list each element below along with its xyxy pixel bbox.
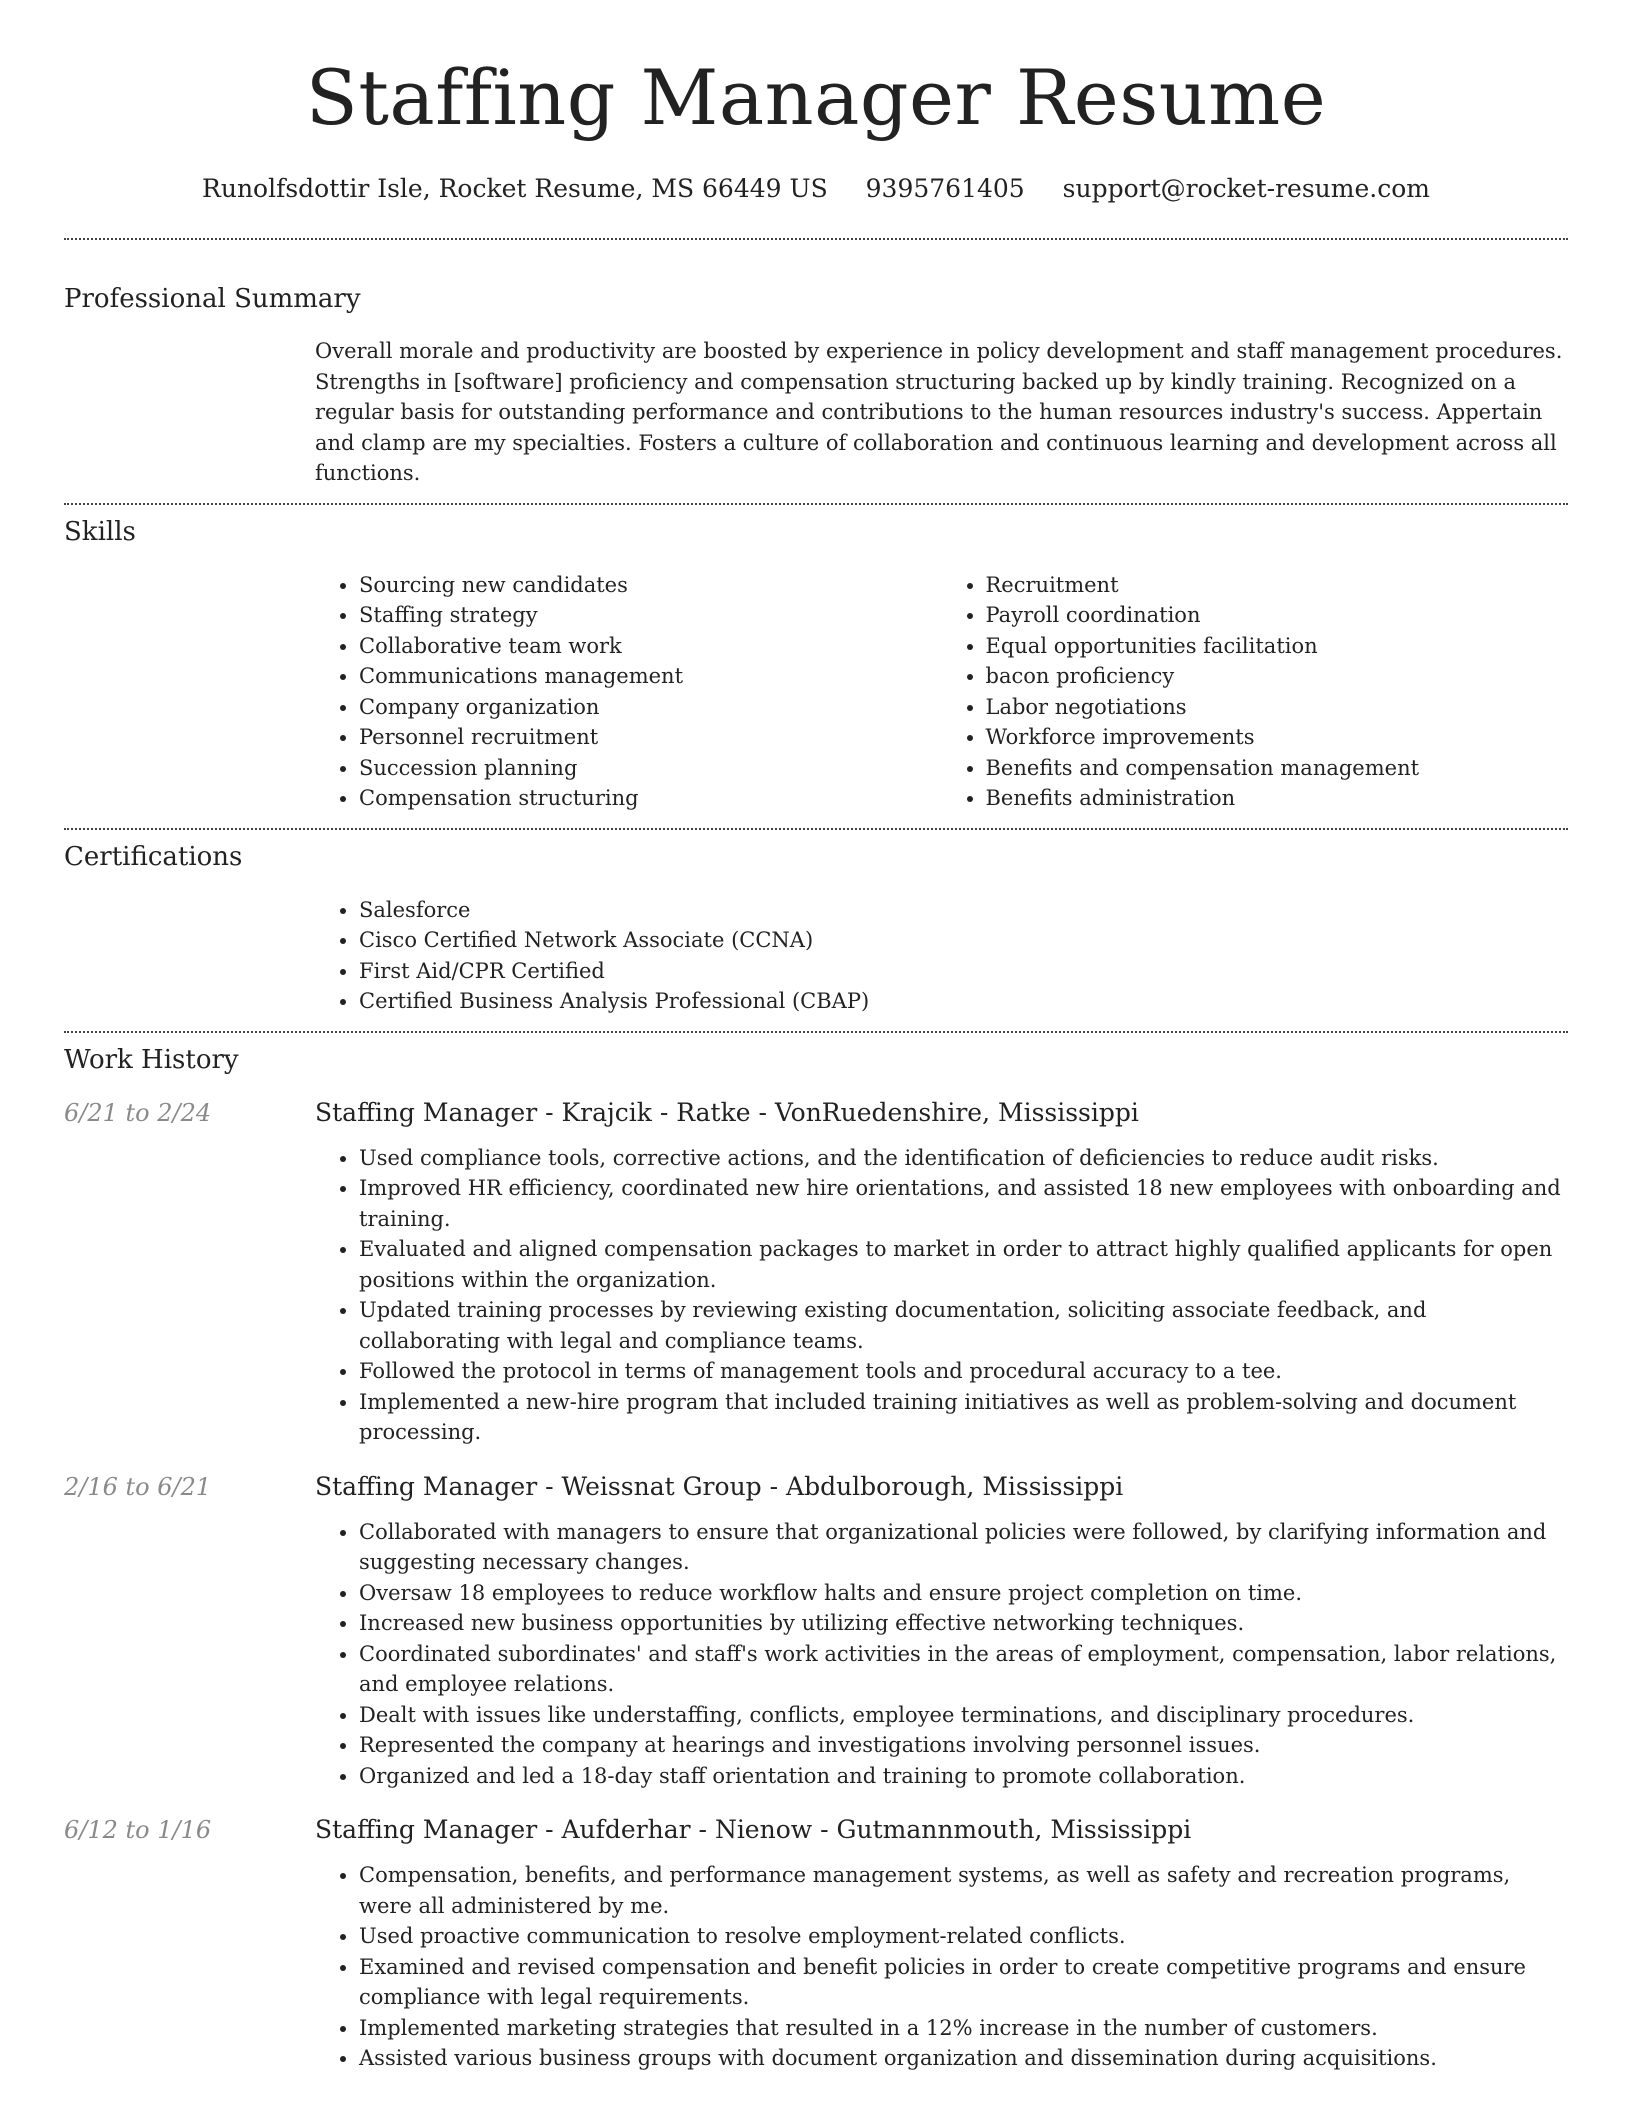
job-bullet: • Followed the protocol in terms of management tools and procedural accuracy to a tee. (359, 1356, 1568, 1387)
job-bullet: • Collaborated with managers to ensure that organizational policies were followed, by clarifying information and suggesting necessary changes. (359, 1517, 1568, 1578)
certifications-list (315, 895, 1568, 1017)
work-history-heading: Work History (64, 1044, 239, 1075)
job-title: Staffing Manager - Weissnat Group - Abdulborough, Mississippi (315, 1471, 1124, 1501)
skill-item: • Labor negotiations (986, 692, 1569, 723)
contact-phone: 9395761405 (865, 174, 1025, 203)
certifications-heading: Certifications (64, 841, 243, 872)
work-history-section (64, 1044, 1568, 2074)
job-dates: 6/21 to 2/24 (64, 1098, 212, 1127)
job-details (315, 1860, 1568, 2074)
summary-text: Overall morale and productivity are boosted by experience in policy development and staff management procedures. Strengths in [software] proficiency and compensation structuring backed up by kindly training. Recognized on a regular basis for outstanding performance and contributions to the human resources industry's success. Appertain and clamp are my specialties. Fosters a culture of collaboration and continuous learning and development across all functions. (315, 339, 1563, 485)
job-bullet: • Evaluated and aligned compensation packages to market in order to attract highly qualified applicants for open positions within the organization. (359, 1234, 1568, 1295)
job-bullet: • Implemented a new-hire program that included training initiatives as well as problem-solving and document processing. (359, 1387, 1568, 1448)
job-bullets (315, 1517, 1568, 1792)
contact-line (64, 174, 1568, 204)
skill-item: • Communications management (359, 661, 942, 692)
skill-item: • Recruitment (986, 570, 1569, 601)
certification-item: • Certified Business Analysis Professional (CBAP) (359, 986, 1568, 1017)
skills-list-left (315, 570, 942, 814)
resume-page (64, 0, 1568, 2074)
contact-address: Runolfsdottir Isle, Rocket Resume, MS 66449 US (202, 174, 828, 203)
job-bullet: • Represented the company at hearings and investigations involving personnel issues. (359, 1730, 1568, 1761)
skill-item: • Personnel recruitment (359, 722, 942, 753)
job-title: Staffing Manager - Aufderhar - Nienow - Gutmannmouth, Mississippi (315, 1815, 1192, 1844)
divider (64, 503, 1568, 505)
job-bullet: • Coordinated subordinates' and staff's work activities in the areas of employment, compensation, labor relations, and employee relations. (359, 1639, 1568, 1700)
skill-item: • bacon proficiency (986, 661, 1569, 692)
certifications-content (315, 895, 1568, 1017)
job-bullet: • Compensation, benefits, and performance management systems, as well as safety and recreation programs, were all administered by me. (359, 1860, 1568, 1921)
job-details (315, 1517, 1568, 1792)
job-bullet: • Assisted various business groups with document organization and dissemination during acquisitions. (359, 2043, 1568, 2074)
job-entry (64, 1469, 1568, 1792)
job-bullet: • Increased new business opportunities by utilizing effective networking techniques. (359, 1608, 1568, 1639)
skill-item: • Collaborative team work (359, 631, 942, 662)
summary-heading: Professional Summary (64, 284, 361, 314)
skill-item: • Compensation structuring (359, 783, 942, 814)
job-bullet: • Improved HR efficiency, coordinated new hire orientations, and assisted 18 new employees with onboarding and training. (359, 1173, 1568, 1234)
divider (64, 1031, 1568, 1033)
job-details (315, 1143, 1568, 1448)
certification-item: • First Aid/CPR Certified (359, 956, 1568, 987)
certifications-section (64, 841, 1568, 1017)
skill-item: • Payroll coordination (986, 600, 1569, 631)
job-bullets (315, 1860, 1568, 2074)
skill-item: • Staffing strategy (359, 600, 942, 631)
skill-item: • Benefits and compensation management (986, 753, 1569, 784)
certification-item: • Salesforce (359, 895, 1568, 926)
skill-item: • Company organization (359, 692, 942, 723)
job-entry (64, 1812, 1568, 2074)
resume-title: Staffing Manager Resume (305, 53, 1327, 142)
job-entry (64, 1095, 1568, 1448)
divider (64, 238, 1568, 240)
certification-item: • Cisco Certified Network Associate (CCNA) (359, 925, 1568, 956)
job-bullets (315, 1143, 1568, 1448)
job-bullet: • Used compliance tools, corrective actions, and the identification of deficiencies to reduce audit risks. (359, 1143, 1568, 1174)
divider (64, 828, 1568, 830)
skill-item: • Workforce improvements (986, 722, 1569, 753)
skill-item: • Benefits administration (986, 783, 1569, 814)
skill-item: • Sourcing new candidates (359, 570, 942, 601)
skill-item: • Equal opportunities facilitation (986, 631, 1569, 662)
job-bullet: • Used proactive communication to resolve employment-related conflicts. (359, 1921, 1568, 1952)
job-dates: 6/12 to 1/16 (64, 1816, 212, 1844)
job-bullet: • Updated training processes by reviewing existing documentation, soliciting associate feedback, and collaborating with legal and compliance teams. (359, 1295, 1568, 1356)
job-bullet: • Dealt with issues like understaffing, conflicts, employee terminations, and disciplinary procedures. (359, 1700, 1568, 1731)
skill-item: • Succession planning (359, 753, 942, 784)
job-bullet: • Organized and led a 18-day staff orientation and training to promote collaboration. (359, 1761, 1568, 1792)
skills-list-right (942, 570, 1569, 814)
skills-columns (315, 570, 1568, 814)
job-bullet: • Oversaw 18 employees to reduce workflow halts and ensure project completion on time. (359, 1578, 1568, 1609)
skills-heading: Skills (64, 516, 136, 547)
contact-email[interactable]: support@rocket-resume.com (1062, 174, 1430, 203)
job-bullet: • Implemented marketing strategies that resulted in a 12% increase in the number of customers. (359, 2013, 1568, 2044)
job-bullet: • Examined and revised compensation and benefit policies in order to create competitive programs and ensure compliance with legal requirements. (359, 1952, 1568, 2013)
summary-section (64, 283, 1568, 489)
job-dates: 2/16 to 6/21 (64, 1472, 212, 1501)
job-title: Staffing Manager - Krajcik - Ratke - VonRuedenshire, Mississippi (315, 1097, 1139, 1127)
skills-section (64, 516, 1568, 814)
